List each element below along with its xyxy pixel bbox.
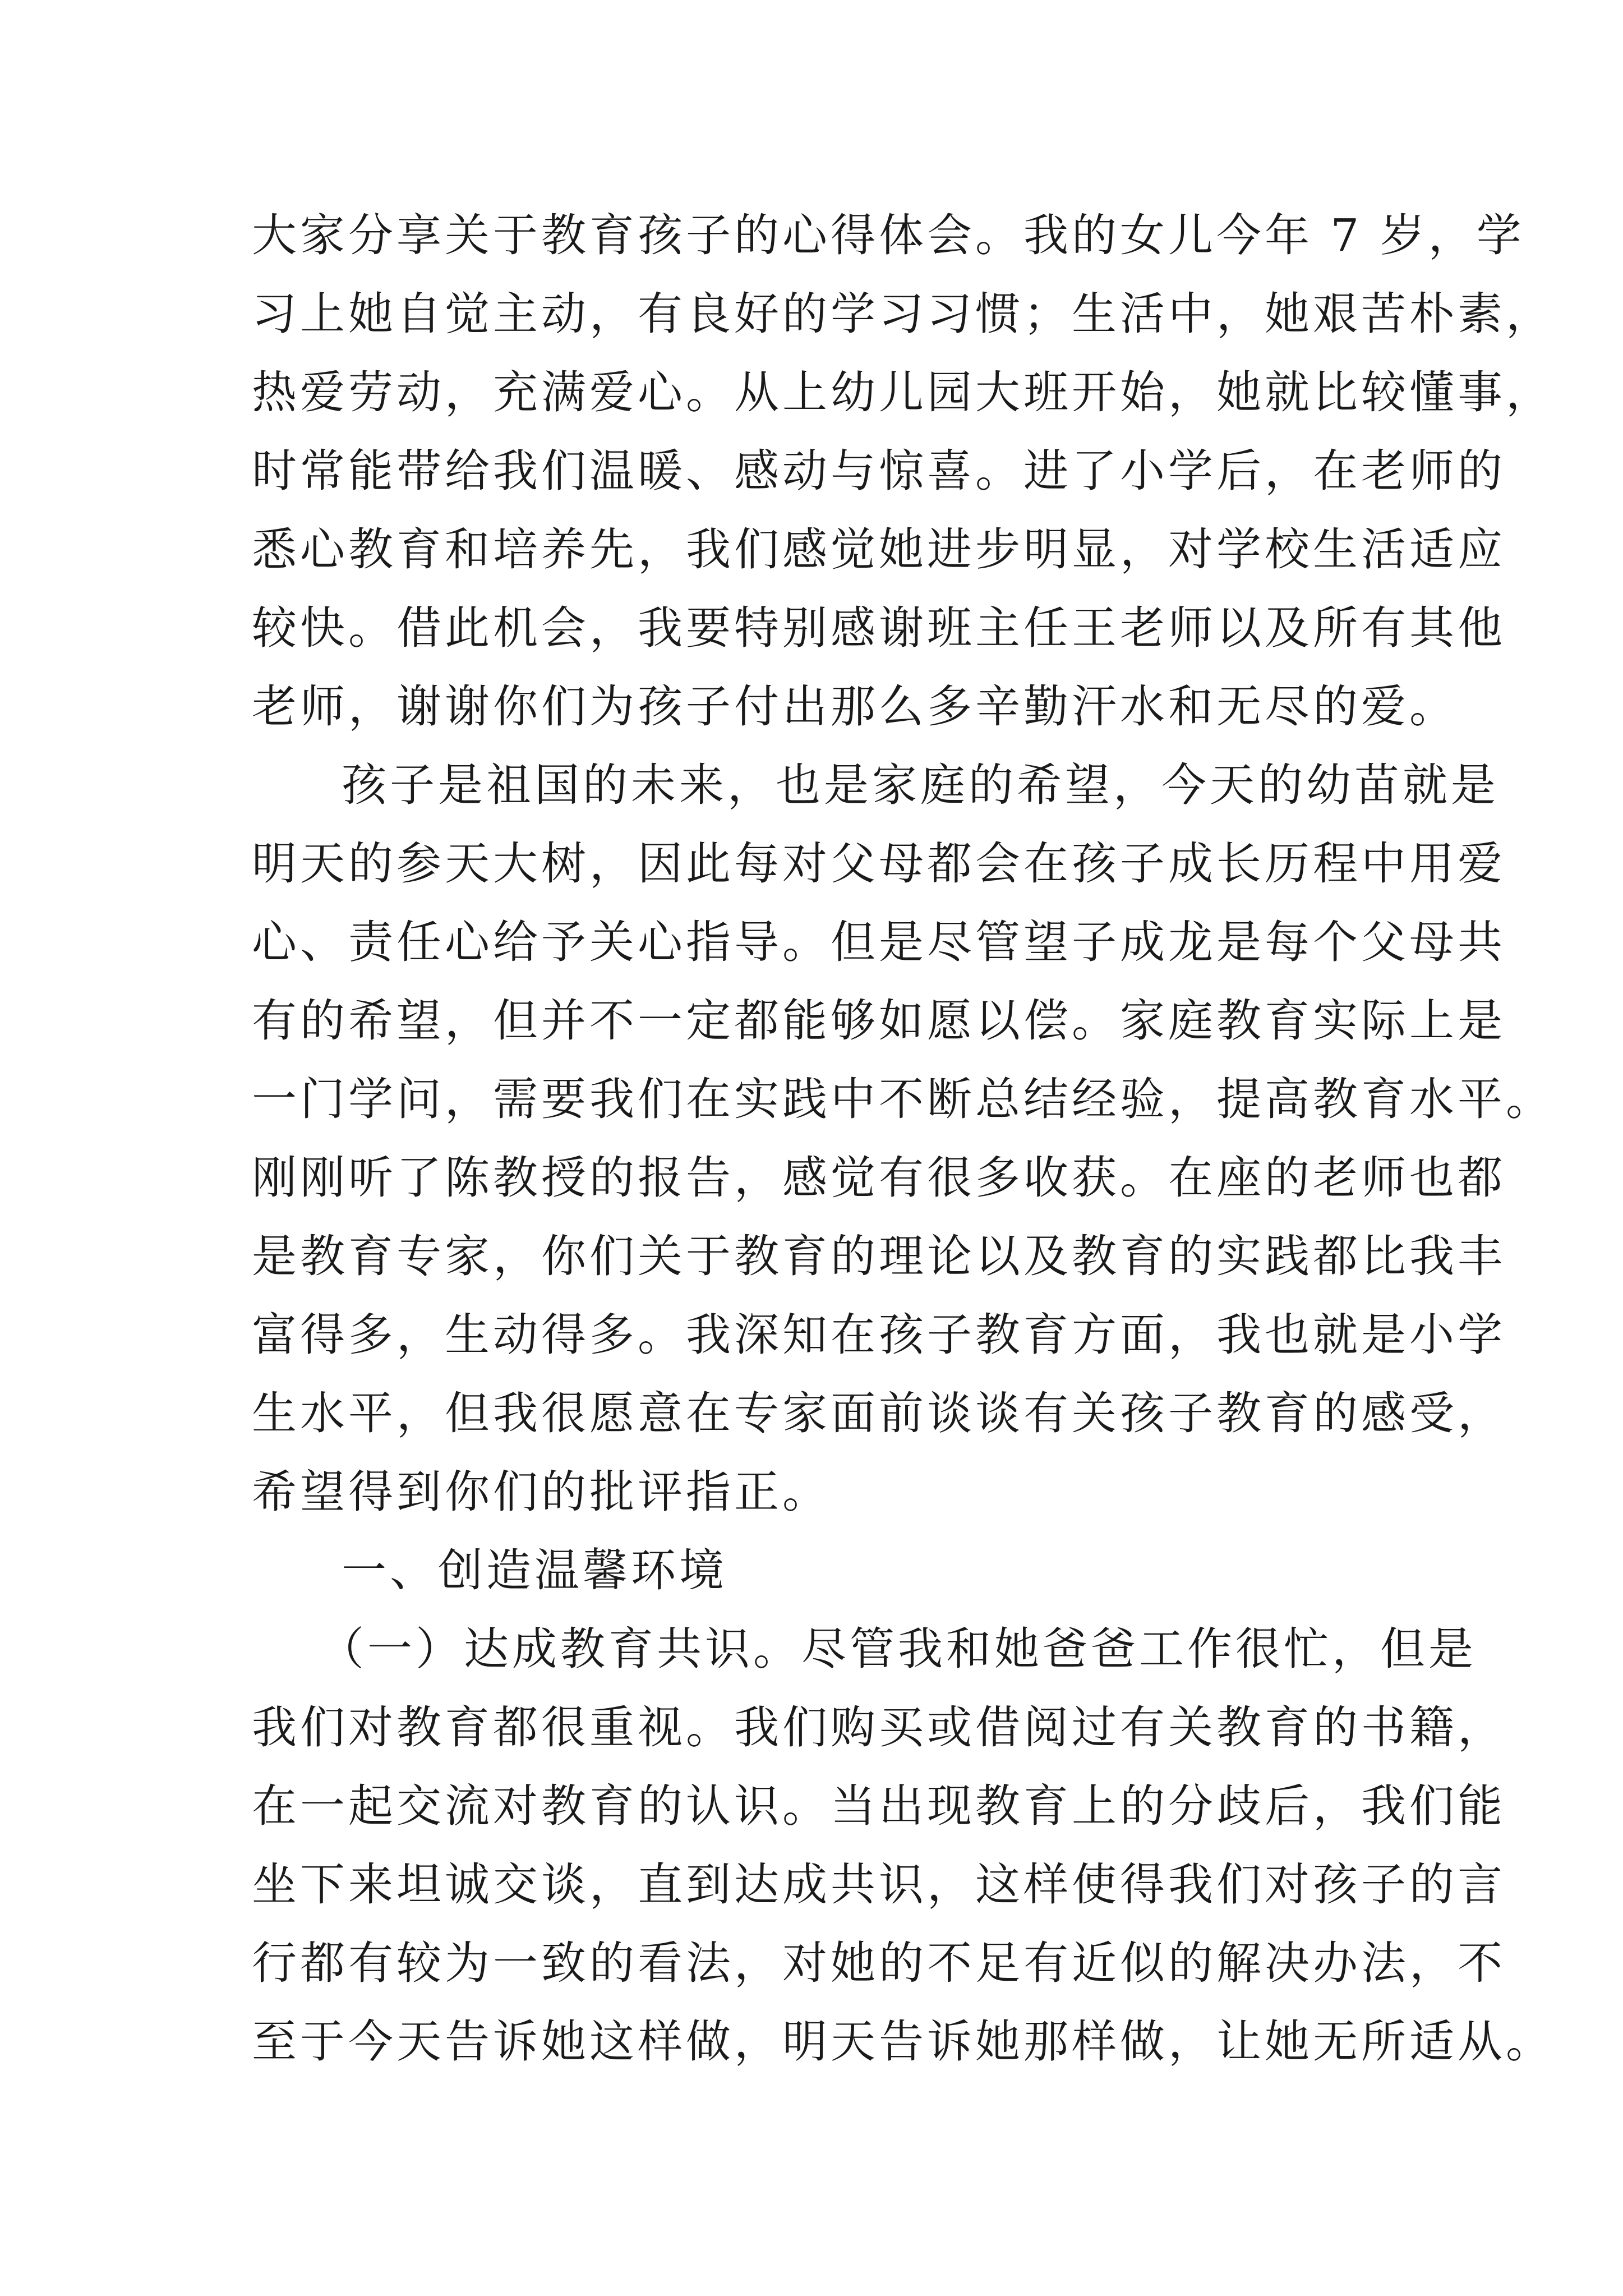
- text-line: 时常能带给我们温暖、感动与惊喜。进了小学后，在老师的: [252, 445, 1506, 497]
- text-line: 习上她自觉主动，有良好的学习习惯；生活中，她艰苦朴素，: [252, 288, 1554, 340]
- text-line: 大家分享关于教育孩子的心得体会。我的女儿今年 7 岁，学: [252, 209, 1525, 261]
- text-line: 行都有较为一致的看法，对她的不足有近似的解决办法，不: [252, 1937, 1506, 1989]
- text-line: 至于今天告诉她这样做，明天告诉她那样做，让她无所适从。: [252, 2016, 1554, 2068]
- text-line: 在一起交流对教育的认识。当出现教育上的分歧后，我们能: [252, 1780, 1506, 1832]
- paragraph-children-future: [252, 746, 1554, 1531]
- section-heading: [252, 1531, 1379, 1610]
- text-line: 刚刚听了陈教授的报告，感觉有很多收获。在座的老师也都: [252, 1152, 1506, 1204]
- text-line: 坐下来坦诚交谈，直到达成共识，这样使得我们对孩子的言: [252, 1858, 1506, 1911]
- text-line: 生水平，但我很愿意在专家面前谈谈有关孩子教育的感受，: [252, 1387, 1506, 1439]
- text-line: 较快。借此机会，我要特别感谢班主任王老师以及所有其他: [252, 602, 1506, 654]
- text-line: 富得多，生动得多。我深知在孩子教育方面，我也就是小学: [252, 1309, 1506, 1361]
- text-line: 心、责任心给予关心指导。但是尽管望子成龙是每个父母共: [252, 916, 1506, 968]
- text-line: 是教育专家，你们关于教育的理论以及教育的实践都比我丰: [252, 1230, 1506, 1282]
- text-line: 有的希望，但并不一定都能够如愿以偿。家庭教育实际上是: [252, 995, 1506, 1047]
- text-line: 我们对教育都很重视。我们购买或借阅过有关教育的书籍，: [252, 1701, 1506, 1754]
- text-line: 孩子是祖国的未来，也是家庭的希望，今天的幼苗就是: [342, 759, 1499, 811]
- text-line: 悉心教育和培养先，我们感觉她进步明显，对学校生活适应: [252, 523, 1506, 576]
- text-line: 一门学问，需要我们在实践中不断总结经验，提高教育水平。: [252, 1073, 1554, 1125]
- text-line: 热爱劳动，充满爱心。从上幼儿园大班开始，她就比较懂事，: [252, 366, 1554, 418]
- text-line: 希望得到你们的批评指正。: [252, 1466, 831, 1518]
- text-line: 明天的参天大树，因此每对父母都会在孩子成长历程中用爱: [252, 838, 1506, 890]
- text-line: 老师，谢谢你们为孩子付出那么多辛勤汗水和无尽的爱。: [252, 680, 1458, 733]
- document-body: [252, 196, 1554, 2081]
- paragraph-intro: [252, 196, 1554, 746]
- paragraph-education-consensus: [252, 1610, 1554, 2081]
- text-line: （一）达成教育共识。尽管我和她爸爸工作很忙，但是: [319, 1623, 1477, 1675]
- section-heading-text: 一、创造温馨环境: [342, 1544, 727, 1596]
